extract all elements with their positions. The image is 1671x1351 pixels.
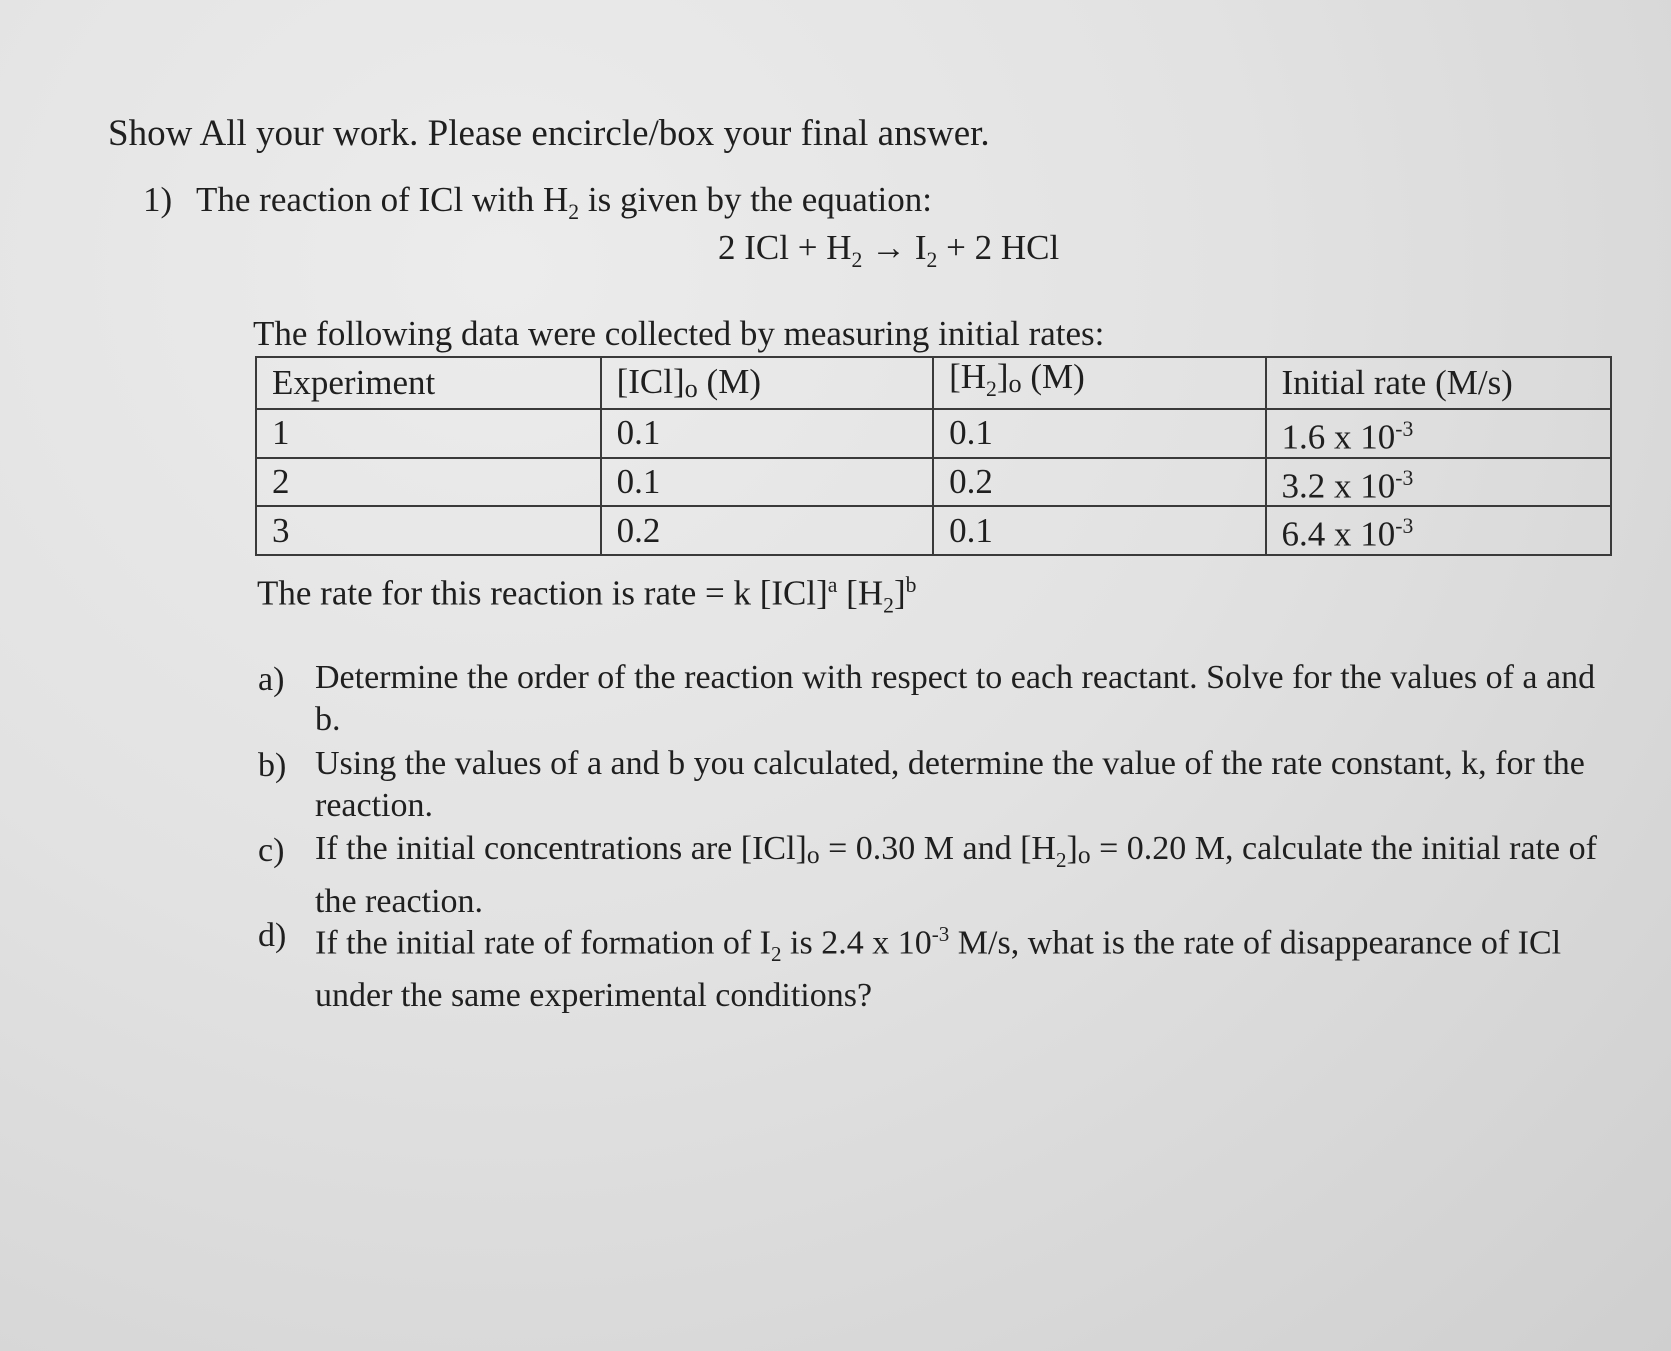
table-row (256, 506, 1611, 555)
header-experiment: Experiment (256, 357, 601, 409)
cell-icl: 0.1 (601, 409, 933, 458)
table-row (256, 458, 1611, 507)
initial-rates-table (255, 356, 1612, 556)
header-initial-rate: Initial rate (M/s) (1266, 357, 1611, 409)
part-c-text: If the initial concentrations are [ICl]o = 0.30 M and $[H_2]o = 0.20$ M, calculate the initial rate of the reaction. (315, 830, 1597, 920)
cell-experiment: 2 (256, 458, 601, 507)
cell-h2: 0.1 (933, 409, 1265, 458)
cell-icl: 0.1 (601, 458, 933, 507)
question-intro: The reaction of ICl with $H_2$ is given by the equation: (196, 180, 932, 224)
cell-rate: 6.4 x $10^{-3}$ (1266, 506, 1611, 555)
cell-h2: 0.2 (933, 458, 1265, 507)
part-b-letter: b) (258, 747, 287, 784)
part-c-letter: c) (258, 832, 285, 869)
header-h2-concentration: $[H_2]o$ (M) (933, 357, 1265, 409)
table-header-row (256, 357, 1611, 409)
rate-law: The rate for this reaction is rate = k [ICl]$^a$ $[H_2]^b$ (257, 573, 917, 618)
instructions-header: Show All your work. Please encircle/box your final answer. (108, 113, 990, 154)
cell-experiment: 1 (256, 409, 601, 458)
cell-rate: 1.6 x $10^{-3}$ (1266, 409, 1611, 458)
part-a-text: Determine the order of the reaction with respect to each reactant. Solve for the values of a and b. (315, 659, 1596, 738)
table-caption: The following data were collected by measuring initial rates: (253, 314, 1105, 353)
part-d-letter: d) (258, 917, 287, 954)
cell-rate: 3.2 x $10^{-3}$ (1266, 458, 1611, 507)
header-icl-concentration: [ICl]o (M) (601, 357, 933, 409)
question-number: 1) (143, 180, 173, 219)
cell-icl: 0.2 (601, 506, 933, 555)
part-b-text: Using the values of a and b you calculated, determine the value of the rate constant, k, for the reaction. (315, 745, 1585, 824)
part-d-text: If the initial rate of formation of $I_2$ is 2.4 x $10^{-3}$ M/s, what is the rate of disappearance of ICl under the same experimental conditions? (315, 922, 1562, 1015)
chemical-equation: 2 ICl + $H_2 \to I_2 + 2$ HCl (718, 228, 1060, 272)
part-a-letter: a) (258, 661, 285, 698)
cell-h2: 0.1 (933, 506, 1265, 555)
table-row (256, 409, 1611, 458)
cell-experiment: 3 (256, 506, 601, 555)
